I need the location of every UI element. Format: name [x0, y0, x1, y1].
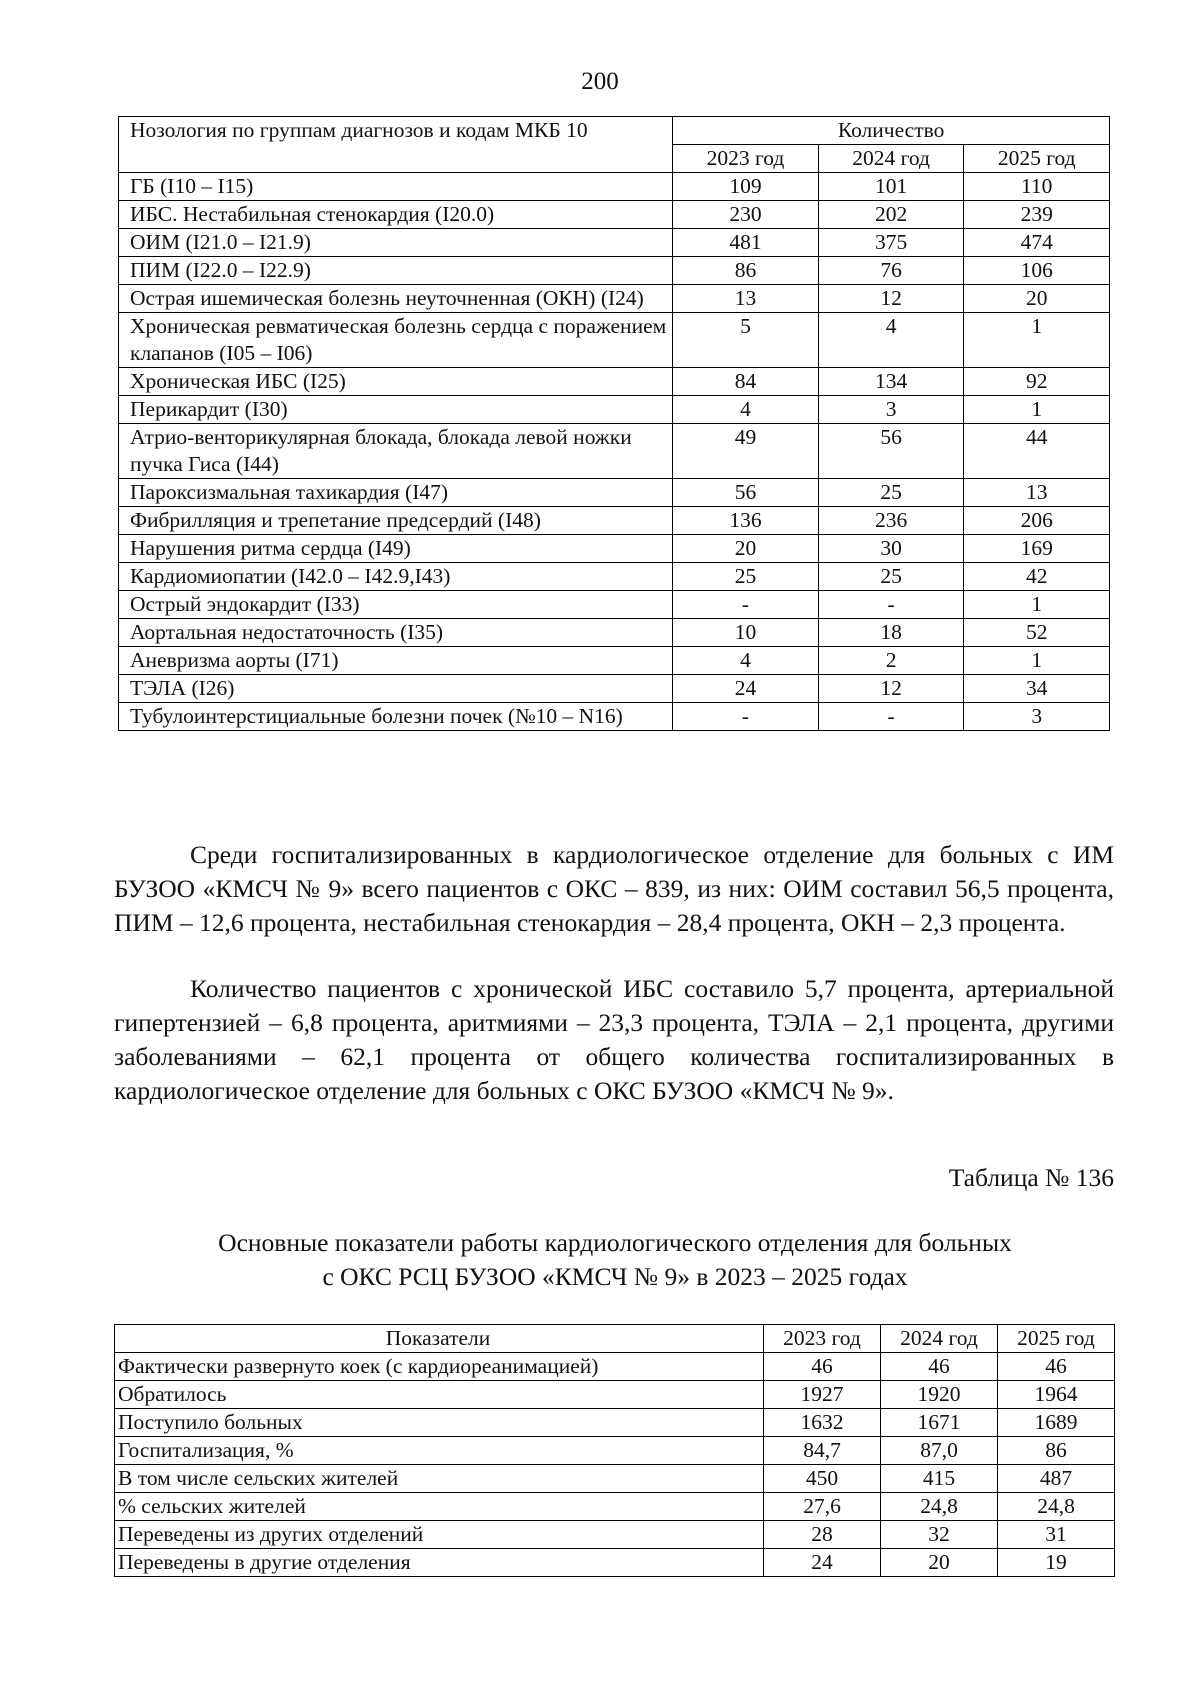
- row-value: 86: [998, 1437, 1115, 1465]
- header-count: Количество: [673, 117, 1110, 145]
- header-year: 2025 год: [964, 145, 1110, 173]
- row-value: -: [818, 703, 964, 731]
- row-value: 3: [818, 396, 964, 424]
- row-value: 110: [964, 173, 1110, 201]
- table-row: [115, 1521, 1115, 1549]
- table-row: [115, 1409, 1115, 1437]
- row-label: Поступило больных: [115, 1409, 764, 1437]
- table-row: [119, 424, 1110, 479]
- row-value: 481: [673, 229, 819, 257]
- row-value: 84,7: [764, 1437, 881, 1465]
- table-row: [119, 201, 1110, 229]
- row-value: 86: [673, 257, 819, 285]
- row-label: Нарушения ритма сердца (I49): [119, 535, 673, 563]
- row-value: 25: [673, 563, 819, 591]
- table-row: [119, 313, 1110, 368]
- table-row: [115, 1381, 1115, 1409]
- row-value: 3: [964, 703, 1110, 731]
- header-year: 2025 год: [998, 1325, 1115, 1353]
- row-value: 1671: [881, 1409, 998, 1437]
- paragraph-oks: Среди госпитализированных в кардиологическое отделение для больных с ИМ БУЗОО «КМСЧ № 9» всего пациентов с ОКС – 839, из них: ОИМ составил 56,5 процента, ПИМ – 12,6 процента, нестабильная стенокардия – 28,4 процента, ОКН – 2,3 процента.: [114, 840, 1114, 937]
- header-year: 2023 год: [764, 1325, 881, 1353]
- row-value: 10: [673, 619, 819, 647]
- row-value: 106: [964, 257, 1110, 285]
- table-row: [119, 173, 1110, 201]
- row-value: 450: [764, 1465, 881, 1493]
- row-value: 87,0: [881, 1437, 998, 1465]
- row-value: 52: [964, 619, 1110, 647]
- row-value: 56: [818, 424, 964, 479]
- table-row: [119, 535, 1110, 563]
- row-value: 24,8: [998, 1493, 1115, 1521]
- row-label: Переведены из других отделений: [115, 1521, 764, 1549]
- row-value: 4: [673, 647, 819, 675]
- row-label: Хроническая ИБС (I25): [119, 368, 673, 396]
- row-value: 1927: [764, 1381, 881, 1409]
- row-label: ТЭЛА (I26): [119, 675, 673, 703]
- table-row: [115, 1493, 1115, 1521]
- header-year: 2024 год: [881, 1325, 998, 1353]
- table-row: [119, 703, 1110, 731]
- table-label: Таблица № 136: [948, 1163, 1114, 1192]
- row-value: 34: [964, 675, 1110, 703]
- row-value: 236: [818, 507, 964, 535]
- table-row: [115, 1549, 1115, 1577]
- row-label: Атрио-венторикулярная блокада, блокада левой ножки пучка Гиса (I44): [119, 424, 673, 479]
- row-label: Фактически развернуто коек (с кардиореанимацией): [115, 1353, 764, 1381]
- row-value: 474: [964, 229, 1110, 257]
- row-label: Хроническая ревматическая болезнь сердца с поражением клапанов (I05 – I06): [119, 313, 673, 368]
- row-value: 1689: [998, 1409, 1115, 1437]
- table-row: [115, 1353, 1115, 1381]
- row-value: 28: [764, 1521, 881, 1549]
- row-value: 56: [673, 479, 819, 507]
- row-value: 1: [964, 396, 1110, 424]
- table-row: [119, 396, 1110, 424]
- row-value: 92: [964, 368, 1110, 396]
- caption-line: с ОКС РСЦ БУЗОО «КМСЧ № 9» в 2023 – 2025 годах: [322, 1262, 908, 1291]
- row-value: 1: [964, 313, 1110, 368]
- table-row: [119, 647, 1110, 675]
- row-value: 169: [964, 535, 1110, 563]
- row-value: 1: [964, 591, 1110, 619]
- row-value: 46: [764, 1353, 881, 1381]
- row-value: 19: [998, 1549, 1115, 1577]
- row-value: 31: [998, 1521, 1115, 1549]
- row-value: 2: [818, 647, 964, 675]
- row-value: 136: [673, 507, 819, 535]
- row-value: 12: [818, 675, 964, 703]
- row-value: 487: [998, 1465, 1115, 1493]
- table-row: [119, 563, 1110, 591]
- row-label: Кардиомиопатии (I42.0 – I42.9,I43): [119, 563, 673, 591]
- row-value: 30: [818, 535, 964, 563]
- row-value: 375: [818, 229, 964, 257]
- row-value: 206: [964, 507, 1110, 535]
- row-value: 13: [673, 285, 819, 313]
- row-value: 24: [673, 675, 819, 703]
- row-label: Острая ишемическая болезнь неуточненная (ОКН) (I24): [119, 285, 673, 313]
- row-value: 1920: [881, 1381, 998, 1409]
- table-caption: [0, 1226, 1200, 1294]
- row-value: -: [673, 591, 819, 619]
- header-year: 2023 год: [673, 145, 819, 173]
- row-label: Госпитализация, %: [115, 1437, 764, 1465]
- row-label: Аортальная недостаточность (I35): [119, 619, 673, 647]
- page-number: 200: [581, 68, 619, 95]
- row-value: 20: [964, 285, 1110, 313]
- row-value: 230: [673, 201, 819, 229]
- row-value: 84: [673, 368, 819, 396]
- row-value: 1632: [764, 1409, 881, 1437]
- row-value: 20: [881, 1549, 998, 1577]
- table-row: [119, 591, 1110, 619]
- table-row: [115, 1465, 1115, 1493]
- row-label: ИБС. Нестабильная стенокардия (I20.0): [119, 201, 673, 229]
- table-row: [119, 257, 1110, 285]
- table-row: [119, 507, 1110, 535]
- row-value: 32: [881, 1521, 998, 1549]
- row-value: 46: [881, 1353, 998, 1381]
- row-label: Тубулоинтерстициальные болезни почек (№10 – N16): [119, 703, 673, 731]
- row-value: 4: [818, 313, 964, 368]
- row-value: 12: [818, 285, 964, 313]
- row-value: -: [673, 703, 819, 731]
- table-row: [115, 1437, 1115, 1465]
- row-value: 5: [673, 313, 819, 368]
- table-row: [119, 675, 1110, 703]
- row-value: 24,8: [881, 1493, 998, 1521]
- row-value: 46: [998, 1353, 1115, 1381]
- header-nosology: Нозология по группам диагнозов и кодам МКБ 10: [119, 117, 673, 173]
- row-value: -: [818, 591, 964, 619]
- row-label: Аневризма аорты (I71): [119, 647, 673, 675]
- table-row: [119, 479, 1110, 507]
- row-value: 44: [964, 424, 1110, 479]
- table-row: [119, 229, 1110, 257]
- row-label: Обратилось: [115, 1381, 764, 1409]
- table-row: [119, 368, 1110, 396]
- row-label: Фибрилляция и трепетание предсердий (I48): [119, 507, 673, 535]
- row-value: 42: [964, 563, 1110, 591]
- header-year: 2024 год: [818, 145, 964, 173]
- row-label: Острый эндокардит (I33): [119, 591, 673, 619]
- row-value: 4: [673, 396, 819, 424]
- row-value: 18: [818, 619, 964, 647]
- indicators-table: [114, 1324, 1115, 1577]
- row-value: 134: [818, 368, 964, 396]
- row-label: ПИМ (I22.0 – I22.9): [119, 257, 673, 285]
- row-value: 20: [673, 535, 819, 563]
- row-value: 101: [818, 173, 964, 201]
- row-value: 24: [764, 1549, 881, 1577]
- row-value: 109: [673, 173, 819, 201]
- row-label: ГБ (I10 – I15): [119, 173, 673, 201]
- row-value: 49: [673, 424, 819, 479]
- table-row: [119, 619, 1110, 647]
- row-value: 202: [818, 201, 964, 229]
- row-label: В том числе сельских жителей: [115, 1465, 764, 1493]
- paragraph-chronic: Количество пациентов с хронической ИБС составило 5,7 процента, артериальной гипертензией – 6,8 процента, аритмиями – 23,3 процента, ТЭЛА – 2,1 процента, другими заболеваниями – 62,1 процента от общего количества госпитализированных в кардиологическое отделение для больных с ОКС БУЗОО «КМСЧ № 9».: [114, 974, 1114, 1105]
- row-label: ОИМ (I21.0 – I21.9): [119, 229, 673, 257]
- row-value: 1964: [998, 1381, 1115, 1409]
- row-label: % сельских жителей: [115, 1493, 764, 1521]
- table-row: [119, 285, 1110, 313]
- row-value: 13: [964, 479, 1110, 507]
- header-indicators: Показатели: [115, 1325, 764, 1353]
- row-value: 25: [818, 563, 964, 591]
- row-value: 76: [818, 257, 964, 285]
- row-label: Перикардит (I30): [119, 396, 673, 424]
- row-value: 415: [881, 1465, 998, 1493]
- row-label: Пароксизмальная тахикардия (I47): [119, 479, 673, 507]
- row-value: 25: [818, 479, 964, 507]
- caption-line: Основные показатели работы кардиологического отделения для больных: [218, 1228, 1012, 1257]
- row-label: Переведены в другие отделения: [115, 1549, 764, 1577]
- row-value: 239: [964, 201, 1110, 229]
- row-value: 1: [964, 647, 1110, 675]
- row-value: 27,6: [764, 1493, 881, 1521]
- nosology-table: [118, 116, 1110, 731]
